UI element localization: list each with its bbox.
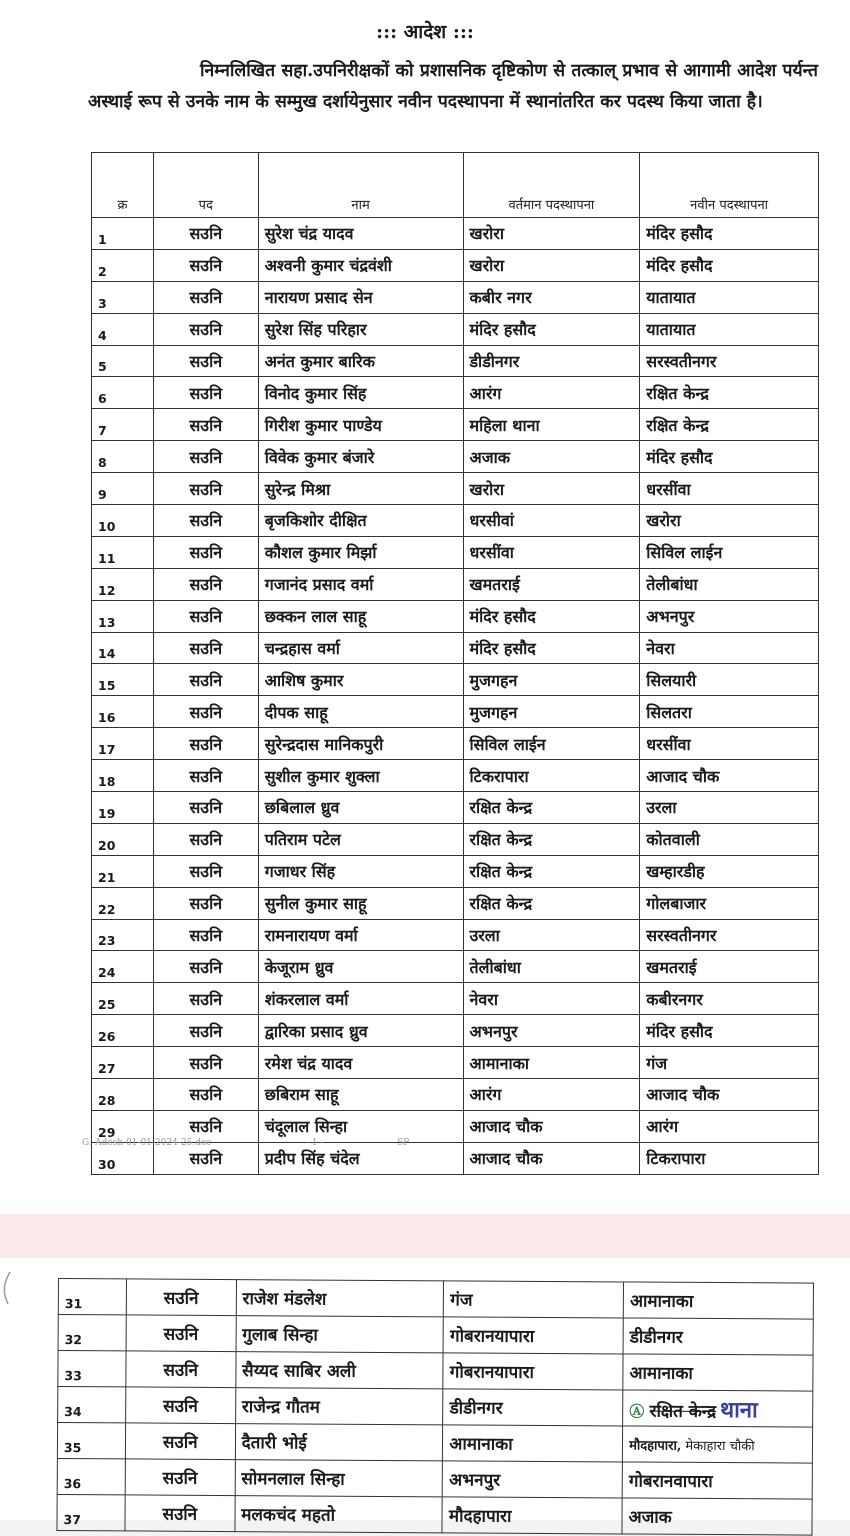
name-cell: विवेक कुमार बंजारे bbox=[258, 441, 463, 473]
post-cell: सउनि bbox=[153, 919, 258, 951]
post-cell: सउनि bbox=[153, 983, 258, 1015]
serial-number: 37 bbox=[57, 1494, 125, 1530]
current-posting-cell: आमानाका bbox=[463, 1047, 640, 1079]
serial-number: 7 bbox=[92, 409, 154, 441]
post-cell: सउनि bbox=[153, 1079, 258, 1111]
table-row bbox=[92, 249, 819, 281]
new-posting-cell: रक्षित केन्द्र bbox=[640, 409, 819, 441]
table-row bbox=[92, 1047, 819, 1079]
post-cell: सउनि bbox=[153, 345, 258, 377]
name-cell: केजूराम ध्रुव bbox=[258, 951, 463, 983]
current-posting-cell: गोबरानयापारा bbox=[443, 1317, 623, 1354]
post-cell: सउनि bbox=[153, 728, 258, 760]
new-posting-cell: आजाद चौक bbox=[640, 760, 819, 792]
post-cell: सउनि bbox=[153, 823, 258, 855]
table-row bbox=[58, 1279, 813, 1320]
name-cell: सोमनलाल सिन्हा bbox=[235, 1460, 443, 1497]
name-cell: मलकचंद महतो bbox=[235, 1496, 443, 1533]
header-post: पद bbox=[153, 153, 258, 218]
name-cell: पतिराम पटेल bbox=[258, 823, 463, 855]
post-cell: सउनि bbox=[125, 1423, 235, 1460]
post-cell: सउनि bbox=[153, 632, 258, 664]
post-cell: सउनि bbox=[153, 1047, 258, 1079]
handwritten-correction: थाना bbox=[720, 1396, 758, 1423]
serial-number: 8 bbox=[92, 441, 154, 473]
post-cell: सउनि bbox=[126, 1315, 236, 1352]
name-cell: द्वारिका प्रसाद ध्रुव bbox=[258, 1015, 463, 1047]
serial-number: 5 bbox=[92, 345, 154, 377]
current-posting-cell: कबीर नगर bbox=[463, 281, 640, 313]
new-posting-cell: मंदिर हसौद bbox=[640, 1015, 819, 1047]
current-posting-cell: मुजगहन bbox=[463, 664, 640, 696]
current-posting-cell: आजाद चौक bbox=[463, 1142, 640, 1174]
post-cell: सउनि bbox=[125, 1459, 235, 1496]
post-cell: सउनि bbox=[126, 1279, 236, 1316]
post-cell: सउनि bbox=[153, 281, 258, 313]
serial-number: 24 bbox=[92, 951, 154, 983]
table-row bbox=[92, 760, 819, 792]
header-current-posting: वर्तमान पदस्थापना bbox=[463, 153, 640, 218]
footer-page-number: - 1 - bbox=[306, 1138, 324, 1148]
transfer-table-continued bbox=[56, 1278, 814, 1536]
serial-number: 33 bbox=[58, 1351, 126, 1387]
post-cell: सउनि bbox=[153, 887, 258, 919]
post-cell: सउनि bbox=[153, 441, 258, 473]
table-row bbox=[92, 600, 819, 632]
serial-number: 31 bbox=[58, 1279, 126, 1315]
current-posting-cell: तेलीबांधा bbox=[463, 951, 640, 983]
name-cell: दीपक साहू bbox=[258, 696, 463, 728]
table-row bbox=[58, 1315, 813, 1356]
table-row bbox=[57, 1423, 812, 1464]
current-posting-cell: टिकरापारा bbox=[463, 760, 640, 792]
table-row bbox=[92, 983, 819, 1015]
current-posting-cell: खमतराई bbox=[463, 568, 640, 600]
serial-number: 11 bbox=[92, 536, 154, 568]
serial-number: 36 bbox=[57, 1458, 125, 1494]
name-cell: सुनील कुमार साहू bbox=[258, 887, 463, 919]
current-posting-cell: सिविल लाईन bbox=[463, 728, 640, 760]
name-cell: गजाधर सिंह bbox=[258, 855, 463, 887]
post-cell: सउनि bbox=[153, 696, 258, 728]
serial-number: 35 bbox=[57, 1423, 125, 1459]
name-cell: राजेश मंडलेश bbox=[236, 1280, 444, 1317]
current-posting-cell: रक्षित केन्द्र bbox=[463, 887, 640, 919]
new-posting-cell bbox=[623, 1390, 813, 1427]
name-cell: सुशील कुमार शुक्ला bbox=[258, 760, 463, 792]
table-row bbox=[92, 632, 819, 664]
post-cell: सउनि bbox=[153, 951, 258, 983]
table-row bbox=[92, 568, 819, 600]
current-posting-cell: अभनपुर bbox=[443, 1461, 623, 1498]
name-cell: गजानंद प्रसाद वर्मा bbox=[258, 568, 463, 600]
serial-number: 19 bbox=[92, 792, 154, 824]
struck-posting: रक्षित केन्द्र bbox=[649, 1401, 717, 1422]
serial-number: 1 bbox=[92, 218, 154, 250]
name-cell: अश्वनी कुमार चंद्रवंशी bbox=[258, 249, 463, 281]
table-row bbox=[92, 855, 819, 887]
table-row bbox=[92, 887, 819, 919]
serial-number: 10 bbox=[92, 505, 154, 537]
new-posting-cell: गोबरानवापारा bbox=[622, 1462, 812, 1499]
table-row bbox=[92, 377, 819, 409]
new-posting-cell: आमानाका bbox=[623, 1354, 813, 1391]
serial-number: 9 bbox=[92, 473, 154, 505]
new-posting-cell: नेवरा bbox=[640, 632, 819, 664]
serial-number: 2 bbox=[92, 249, 154, 281]
footer-filename: G: Adesh 01-01-2024-25.doc bbox=[82, 1138, 212, 1148]
post-cell: सउनि bbox=[153, 664, 258, 696]
current-posting-cell: मौदहापारा bbox=[442, 1497, 622, 1534]
serial-number: 18 bbox=[92, 760, 154, 792]
table-row bbox=[57, 1494, 812, 1535]
current-posting-cell: गोबरानयापारा bbox=[443, 1353, 623, 1390]
table-row bbox=[92, 919, 819, 951]
serial-number: 29 bbox=[92, 1110, 154, 1142]
serial-number: 14 bbox=[92, 632, 154, 664]
post-cell: सउनि bbox=[153, 760, 258, 792]
serial-number: 25 bbox=[92, 983, 154, 1015]
post-cell: सउनि bbox=[126, 1351, 236, 1388]
post-cell: सउनि bbox=[153, 1110, 258, 1142]
new-posting-cell: धरसींवा bbox=[640, 728, 819, 760]
name-cell: गुलाब सिन्हा bbox=[236, 1316, 444, 1353]
table-row bbox=[58, 1387, 813, 1428]
name-cell: सैय्यद साबिर अली bbox=[236, 1352, 444, 1389]
table-row bbox=[92, 1079, 819, 1111]
serial-number: 34 bbox=[58, 1387, 126, 1423]
current-posting-cell: आरंग bbox=[463, 377, 640, 409]
current-posting-cell: धरसींवा bbox=[463, 536, 640, 568]
name-cell: आशिष कुमार bbox=[258, 664, 463, 696]
post-cell: सउनि bbox=[153, 1015, 258, 1047]
table-row bbox=[92, 728, 819, 760]
current-posting-cell: अभनपुर bbox=[463, 1015, 640, 1047]
table-row bbox=[58, 1351, 813, 1392]
serial-number: 30 bbox=[92, 1142, 154, 1174]
current-posting-cell: खरोरा bbox=[463, 218, 640, 250]
new-posting-cell: तेलीबांधा bbox=[640, 568, 819, 600]
new-posting-cell: मंदिर हसौद bbox=[640, 249, 819, 281]
new-posting-cell: खमतराई bbox=[640, 951, 819, 983]
table-row bbox=[92, 409, 819, 441]
current-posting-cell: मुजगहन bbox=[463, 696, 640, 728]
current-posting-cell: आरंग bbox=[463, 1079, 640, 1111]
new-posting-cell: रक्षित केन्द्र bbox=[640, 377, 819, 409]
header-sn: क्र bbox=[92, 153, 154, 218]
serial-number: 27 bbox=[92, 1047, 154, 1079]
new-posting-cell: आरंग bbox=[640, 1110, 819, 1142]
current-posting-cell: खरोरा bbox=[463, 473, 640, 505]
name-cell: बृजकिशोर दीक्षित bbox=[258, 505, 463, 537]
post-cell: सउनि bbox=[153, 409, 258, 441]
current-posting-cell: मंदिर हसौद bbox=[463, 600, 640, 632]
serial-number: 28 bbox=[92, 1079, 154, 1111]
name-cell: चन्द्रहास वर्मा bbox=[258, 632, 463, 664]
table-row bbox=[92, 313, 819, 345]
new-posting-cell: सिविल लाईन bbox=[640, 536, 819, 568]
table-row bbox=[92, 473, 819, 505]
post-cell: सउनि bbox=[153, 218, 258, 250]
name-cell: चंदूलाल सिन्हा bbox=[258, 1110, 463, 1142]
table-row bbox=[92, 441, 819, 473]
post-cell: सउनि bbox=[153, 536, 258, 568]
new-posting-cell: यातायात bbox=[640, 281, 819, 313]
new-posting-cell: डीडीनगर bbox=[623, 1318, 813, 1355]
name-cell: छक्कन लाल साहू bbox=[258, 600, 463, 632]
current-posting-cell: मंदिर हसौद bbox=[463, 313, 640, 345]
current-posting-cell: नेवरा bbox=[463, 983, 640, 1015]
serial-number: 22 bbox=[92, 887, 154, 919]
page-edge-mark-icon bbox=[0, 1270, 14, 1306]
new-posting-cell: गोलबाजार bbox=[640, 887, 819, 919]
name-cell: गिरीश कुमार पाण्डेय bbox=[258, 409, 463, 441]
post-cell: सउनि bbox=[125, 1387, 235, 1424]
table-row bbox=[92, 664, 819, 696]
current-posting-cell: उरला bbox=[463, 919, 640, 951]
current-posting-cell: धरसीवां bbox=[463, 505, 640, 537]
table-row bbox=[92, 281, 819, 313]
table-row bbox=[92, 1015, 819, 1047]
serial-number: 4 bbox=[92, 313, 154, 345]
table-row bbox=[92, 792, 819, 824]
serial-number: 17 bbox=[92, 728, 154, 760]
serial-number: 15 bbox=[92, 664, 154, 696]
table-row bbox=[92, 345, 819, 377]
new-posting-cell: मंदिर हसौद bbox=[640, 441, 819, 473]
name-cell: रमेश चंद्र यादव bbox=[258, 1047, 463, 1079]
table-row bbox=[92, 951, 819, 983]
name-cell: रामनारायण वर्मा bbox=[258, 919, 463, 951]
current-posting-cell: रक्षित केन्द्र bbox=[463, 855, 640, 887]
current-posting-cell: रक्षित केन्द्र bbox=[463, 792, 640, 824]
new-posting-cell: सिलतरा bbox=[640, 696, 819, 728]
header-name: नाम bbox=[258, 153, 463, 218]
header-new-posting: नवीन पदस्थापना bbox=[640, 153, 819, 218]
new-posting-cell bbox=[623, 1426, 813, 1463]
new-posting-cell: आजाद चौक bbox=[640, 1079, 819, 1111]
name-cell: शंकरलाल वर्मा bbox=[258, 983, 463, 1015]
new-posting-cell: कोतवाली bbox=[640, 823, 819, 855]
new-posting-cell: खरोरा bbox=[640, 505, 819, 537]
new-posting-extra: मेकाहारा चौकी bbox=[685, 1438, 755, 1454]
post-cell: सउनि bbox=[153, 249, 258, 281]
new-posting-cell: कबीरनगर bbox=[640, 983, 819, 1015]
order-paragraph: निम्नलिखित सहा.उपनिरीक्षकों को प्रशासनिक दृष्टिकोण से तत्काल् प्रभाव से आगामी आदेश पर्यन्त अस्थाई रूप से उनके नाम के सम्मुख दर्शायेनुसार नवीन पदस्थापना में स्थानांतरित कर पदस्थ किया जाता है। bbox=[88, 61, 818, 112]
new-posting-cell: सरस्वतीनगर bbox=[640, 345, 819, 377]
page-gap bbox=[0, 1214, 850, 1258]
order-title: ::: आदेश ::: bbox=[376, 21, 474, 43]
name-cell: कौशल कुमार मिर्झा bbox=[258, 536, 463, 568]
transfer-table bbox=[91, 152, 819, 1175]
serial-number: 21 bbox=[92, 855, 154, 887]
post-cell: सउनि bbox=[125, 1495, 235, 1532]
current-posting-cell: डीडीनगर bbox=[443, 1389, 623, 1426]
name-cell: सुरेन्द्रदास मानिकपुरी bbox=[258, 728, 463, 760]
current-posting-cell: रक्षित केन्द्र bbox=[463, 823, 640, 855]
new-posting-cell: यातायात bbox=[640, 313, 819, 345]
new-posting-cell: सरस्वतीनगर bbox=[640, 919, 819, 951]
serial-number: 12 bbox=[92, 568, 154, 600]
name-cell: छबिराम साहू bbox=[258, 1079, 463, 1111]
current-posting-cell: महिला थाना bbox=[463, 409, 640, 441]
post-cell: सउनि bbox=[153, 1142, 258, 1174]
current-posting-cell: अजाक bbox=[463, 441, 640, 473]
table-row bbox=[92, 505, 819, 537]
table-row bbox=[92, 536, 819, 568]
new-posting-cell: अभनपुर bbox=[640, 600, 819, 632]
new-posting-cell: मंदिर हसौद bbox=[640, 218, 819, 250]
footer-sp: SP bbox=[397, 1138, 410, 1148]
new-posting-cell: अजाक bbox=[622, 1498, 812, 1535]
current-posting-cell: गंज bbox=[444, 1281, 624, 1318]
table-header-row bbox=[92, 153, 819, 218]
current-posting-cell: मंदिर हसौद bbox=[463, 632, 640, 664]
name-cell: अनंत कुमार बारिक bbox=[258, 345, 463, 377]
name-cell: सुरेश सिंह परिहार bbox=[258, 313, 463, 345]
post-cell: सउनि bbox=[153, 568, 258, 600]
name-cell: नारायण प्रसाद सेन bbox=[258, 281, 463, 313]
table-row bbox=[92, 696, 819, 728]
new-posting-cell: खम्हारडीह bbox=[640, 855, 819, 887]
handwritten-initial-icon: Ⓐ bbox=[629, 1401, 650, 1421]
new-posting-cell: सिलयारी bbox=[640, 664, 819, 696]
new-posting-cell: टिकरापारा bbox=[640, 1142, 819, 1174]
post-cell: सउनि bbox=[153, 792, 258, 824]
serial-number: 26 bbox=[92, 1015, 154, 1047]
serial-number: 6 bbox=[92, 377, 154, 409]
current-posting-cell: आमानाका bbox=[443, 1425, 623, 1462]
new-posting-cell: गंज bbox=[640, 1047, 819, 1079]
table-row bbox=[57, 1458, 812, 1499]
post-cell: सउनि bbox=[153, 855, 258, 887]
new-posting-cell: धरसींवा bbox=[640, 473, 819, 505]
table-row bbox=[92, 823, 819, 855]
name-cell: विनोद कुमार सिंह bbox=[258, 377, 463, 409]
name-cell: प्रदीप सिंह चंदेल bbox=[258, 1142, 463, 1174]
name-cell: राजेन्द्र गौतम bbox=[235, 1388, 443, 1425]
name-cell: दैतारी भोई bbox=[235, 1424, 443, 1461]
new-posting-cell: आमानाका bbox=[623, 1282, 813, 1319]
post-cell: सउनि bbox=[153, 505, 258, 537]
post-cell: सउनि bbox=[153, 600, 258, 632]
current-posting-cell: आजाद चौक bbox=[463, 1110, 640, 1142]
new-posting-cell: उरला bbox=[640, 792, 819, 824]
name-cell: छबिलाल ध्रुव bbox=[258, 792, 463, 824]
post-cell: सउनि bbox=[153, 473, 258, 505]
serial-number: 32 bbox=[58, 1315, 126, 1351]
name-cell: सुरेश चंद्र यादव bbox=[258, 218, 463, 250]
table-row bbox=[92, 218, 819, 250]
current-posting-cell: खरोरा bbox=[463, 249, 640, 281]
post-cell: सउनि bbox=[153, 377, 258, 409]
post-cell: सउनि bbox=[153, 313, 258, 345]
serial-number: 3 bbox=[92, 281, 154, 313]
serial-number: 13 bbox=[92, 600, 154, 632]
new-posting-text: मौदहापारा, bbox=[629, 1437, 682, 1454]
serial-number: 16 bbox=[92, 696, 154, 728]
serial-number: 23 bbox=[92, 919, 154, 951]
current-posting-cell: डीडीनगर bbox=[463, 345, 640, 377]
name-cell: सुरेन्द्र मिश्रा bbox=[258, 473, 463, 505]
serial-number: 20 bbox=[92, 823, 154, 855]
